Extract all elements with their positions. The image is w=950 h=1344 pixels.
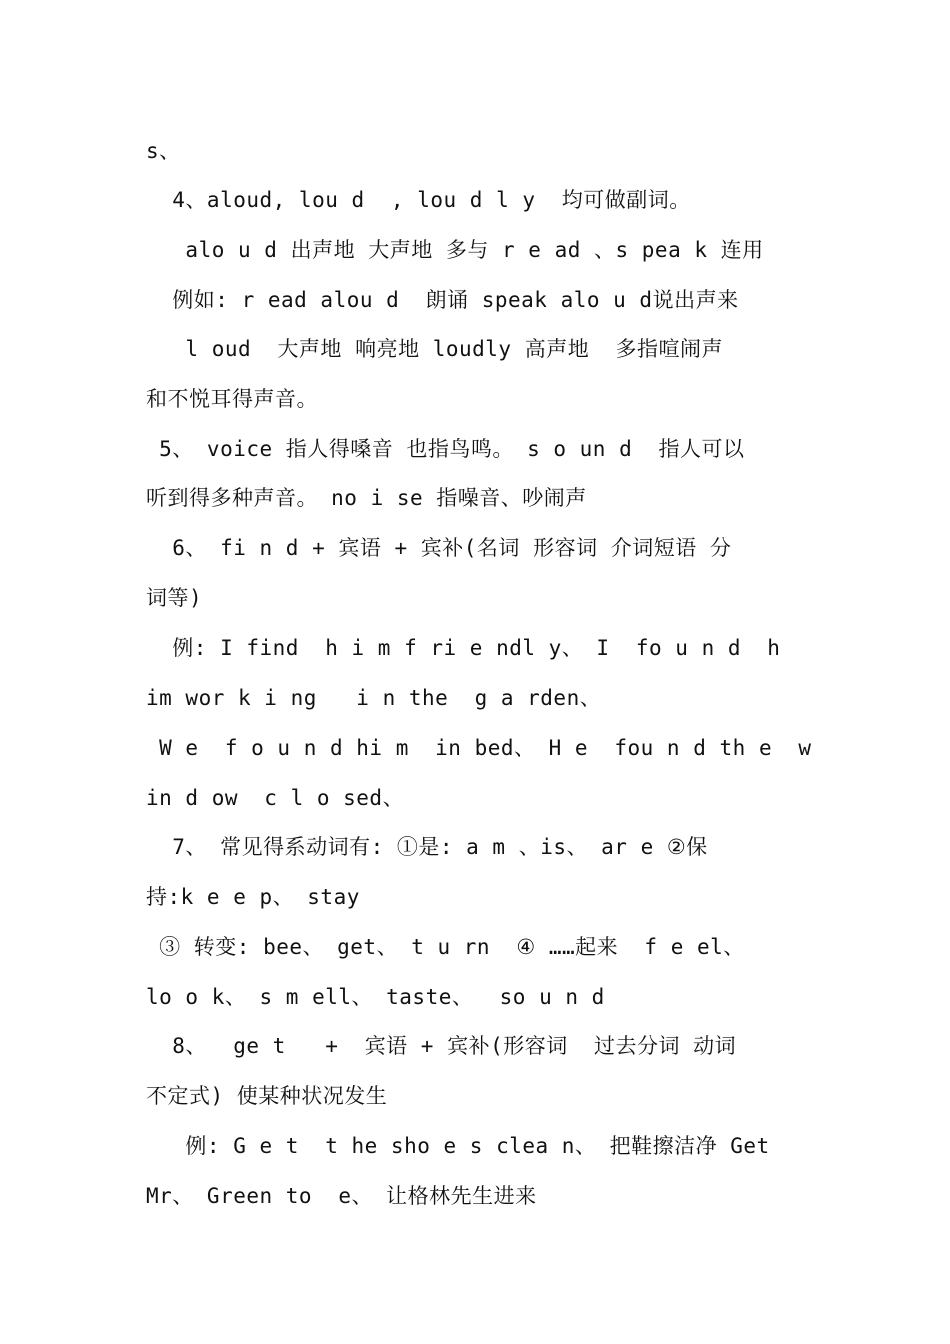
text-line-3: alo u d 出声地 大声地 多与 r e ad 、s pea k 连用 bbox=[146, 238, 764, 262]
text-line-17: ③ 转变: bee、 get、 t u rn ④ ……起来 f e el、 bbox=[146, 935, 745, 959]
text-line-21: 例: G e t t he sho e s clea n、 把鞋擦洁净 Get bbox=[146, 1134, 770, 1158]
text-line-8: 听到得多种声音。 no i se 指噪音、吵闹声 bbox=[146, 486, 587, 510]
text-line-10: 词等) bbox=[146, 586, 203, 610]
text-line-2: 4、aloud, lou d , lou d l y 均可做副词。 bbox=[146, 188, 691, 212]
text-line-15: 7、 常见得系动词有: ①是: a m 、is、 ar e ②保 bbox=[146, 835, 708, 859]
text-line-4: 例如: r ead alou d 朗诵 speak alo u d说出声来 bbox=[146, 288, 739, 312]
text-line-5: l oud 大声地 响亮地 loudly 高声地 多指喧闹声 bbox=[146, 337, 724, 361]
text-line-20: 不定式) 使某种状况发生 bbox=[146, 1084, 388, 1108]
text-line-11: 例: I find h i m f ri e ndl y、 I fo u n d h bbox=[146, 636, 781, 660]
text-line-7: 5、 voice 指人得嗓音 也指鸟鸣。 s o un d 指人可以 bbox=[146, 437, 745, 461]
text-line-18: lo o k、 s m ell、 taste、 so u n d bbox=[146, 985, 605, 1009]
text-line-6: 和不悦耳得声音。 bbox=[146, 387, 318, 411]
text-line-19: 8、 ge t + 宾语 + 宾补(形容词 过去分词 动词 bbox=[146, 1034, 737, 1058]
text-line-12: im wor k i ng i n the g a rden、 bbox=[146, 686, 602, 710]
text-line-22: Mr、 Green to e、 让格林先生进来 bbox=[146, 1184, 537, 1208]
text-line-9: 6、 fi n d + 宾语 + 宾补(名词 形容词 介词短语 分 bbox=[146, 536, 732, 560]
text-line-14: in d ow c l o sed、 bbox=[146, 786, 405, 810]
text-line-16: 持:k e e p、 stay bbox=[146, 885, 360, 909]
text-line-13: W e f o u n d hi m in bed、 H e fou n d th e w bbox=[146, 736, 812, 760]
text-line-1: s、 bbox=[146, 139, 181, 163]
